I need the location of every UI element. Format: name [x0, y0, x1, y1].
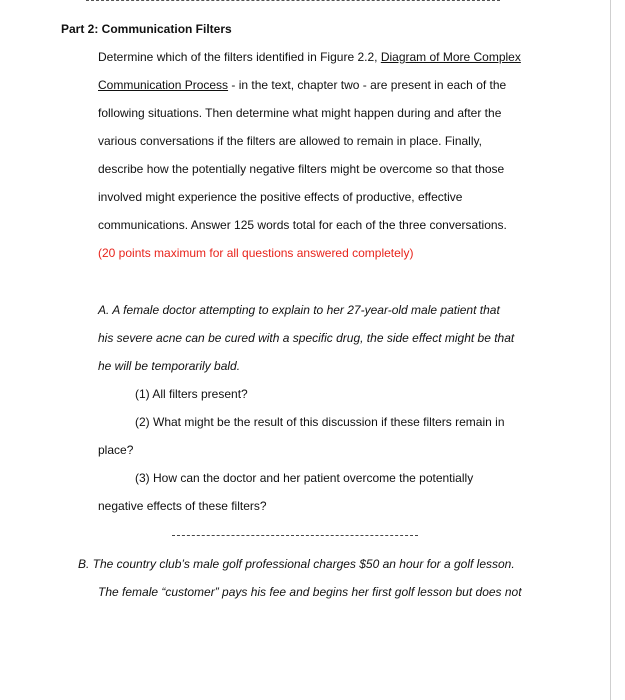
question-3-continued: negative effects of these filters?: [98, 499, 267, 513]
scenario-a-line-2: his severe acne can be cured with a specific drug, the side effect might be that: [98, 331, 515, 345]
question-2: (2) What might be the result of this discussion if these filters remain in: [135, 415, 505, 429]
scenario-b-line-1: B. The country club’s male golf professional charges $50 an hour for a golf lesson.: [78, 557, 515, 571]
top-dashed-rule: [86, 0, 500, 1]
intro-line-2: [98, 78, 506, 92]
intro-line-5: describe how the potentially negative filters might be overcome so that those: [98, 162, 505, 176]
question-2-continued: place?: [98, 443, 134, 457]
intro-line-4: various conversations if the filters are allowed to remain in place. Finally,: [98, 134, 482, 148]
figure-reference: Diagram of More Complex: [380, 50, 521, 64]
intro-line-1: [98, 50, 521, 64]
scenario-b-line-2: The female “customer” pays his fee and begins her first golf lesson but does not: [98, 585, 522, 599]
intro-line-6: involved might experience the positive effects of productive, effective: [98, 190, 463, 204]
section-heading: Part 2: Communication Filters: [61, 22, 232, 36]
intro-line-7: communications. Answer 125 words total for each of the three conversations.: [98, 218, 507, 232]
intro-line-3: following situations. Then determine what might happen during and after the: [98, 106, 502, 120]
scenario-a-line-1: A. A female doctor attempting to explain to her 27-year-old male patient that: [98, 303, 500, 317]
intro-text: Determine which of the filters identified in Figure 2.2,: [98, 50, 381, 64]
question-3: (3) How can the doctor and her patient overcome the potentially: [135, 471, 474, 485]
question-1: (1) All filters present?: [135, 387, 248, 401]
scenario-a-line-3: he will be temporarily bald.: [98, 359, 241, 373]
figure-reference: Communication Process: [98, 78, 229, 92]
section-divider: [172, 535, 418, 536]
points-note: (20 points maximum for all questions answered completely): [98, 246, 414, 260]
intro-text: - in the text, chapter two - are present in each of the: [228, 78, 507, 92]
